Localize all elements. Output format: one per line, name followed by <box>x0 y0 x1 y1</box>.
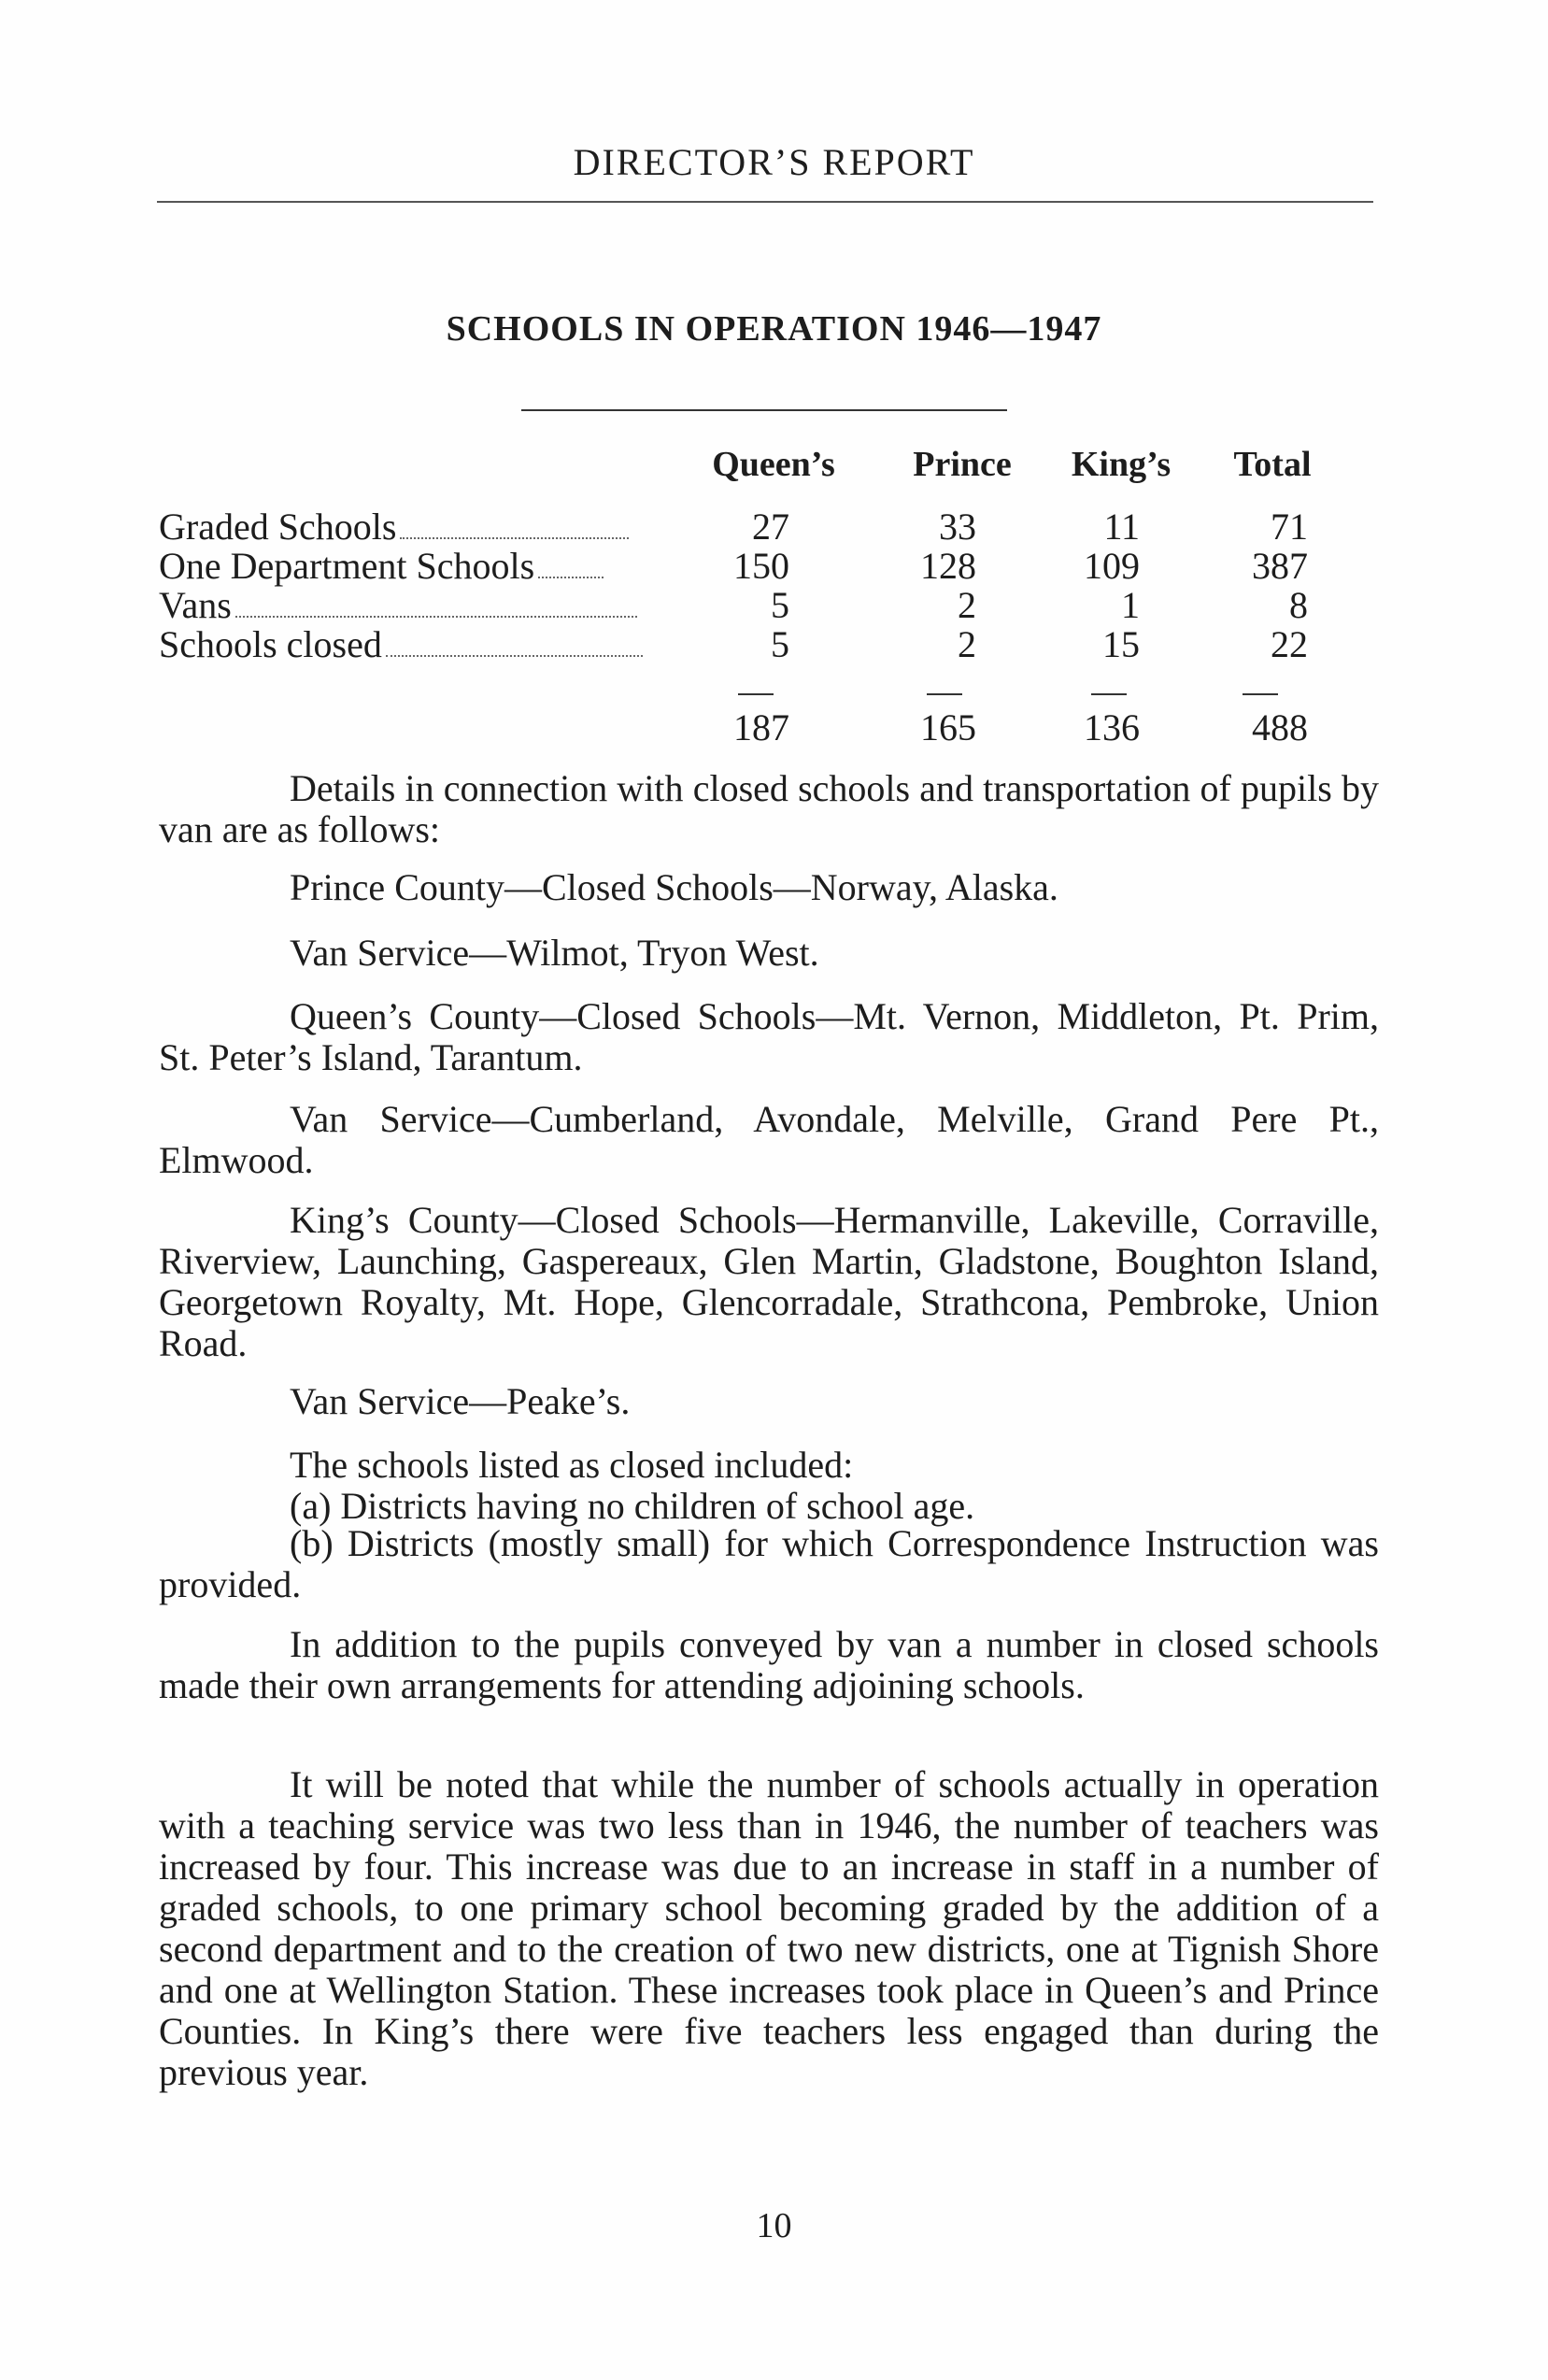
row-label: One Department Schools <box>159 546 535 587</box>
paragraph: The schools listed as closed included: <box>290 1444 854 1486</box>
paragraph: Queen’s County—Closed Schools—Mt. Vernon, Middleton, Pt. Prim, St. Peter’s Island, Tarantum. <box>159 995 1379 1078</box>
paragraph: In addition to the pupils conveyed by van a number in closed schools made their own arrangements for attending adjoining schools. <box>159 1623 1379 1706</box>
column-header-kings: King’s <box>1071 445 1172 484</box>
table-row <box>159 506 1317 548</box>
table-cell: 11 <box>1103 506 1140 548</box>
page-title: SCHOOLS IN OPERATION 1946—1947 <box>446 309 1102 349</box>
leader-dots <box>400 537 629 539</box>
column-header-queens: Queen’s <box>712 445 835 484</box>
total-cell: 187 <box>733 706 789 748</box>
paragraph: Van Service—Peake’s. <box>290 1380 631 1422</box>
column-header-prince: Prince <box>913 445 1012 484</box>
table-row <box>159 546 1317 587</box>
leader-dots <box>538 577 604 578</box>
row-label: Graded Schools <box>159 506 397 548</box>
table-cell: 27 <box>752 506 789 548</box>
table-cell: 150 <box>733 545 789 587</box>
table-cell: 387 <box>1252 545 1308 587</box>
paragraph: It will be noted that while the number of schools actually in operation with a teaching service was two less than in 1946, the number of teachers was increased by four. This increase was due to an increase in staff in a number of graded schools, to one primary school becoming graded by the addition of a second department and to the creation of two new districts, one at Tignish Shore and one at Wellington Station. These increases took place in Queen’s and Prince Counties. In King’s there were five teachers less engaged than during the previous year. <box>159 1763 1379 2093</box>
table-cell: 33 <box>939 506 976 548</box>
paragraph: Details in connection with closed schools and transportation of pupils by van are as follows: <box>159 767 1379 850</box>
table-row <box>159 624 1317 665</box>
row-label: Vans <box>159 585 232 626</box>
table-cell: 22 <box>1271 623 1308 665</box>
page-number: 10 <box>756 2206 792 2245</box>
paragraph: Van Service—Wilmot, Tryon West. <box>290 932 819 974</box>
sum-dash <box>1243 693 1278 695</box>
paragraph: King’s County—Closed Schools—Hermanville, Lakeville, Corraville, Riverview, Launching, Gaspereaux, Glen Martin, Gladstone, Boughton Island, Georgetown Royalty, Mt. Hope, Glencorradale, Strathcona, Pembroke, Union Road. <box>159 1199 1379 1364</box>
leader-dots <box>386 655 643 657</box>
list-item: (b) Districts (mostly small) for which Correspondence Instruction was provided. <box>159 1522 1379 1605</box>
table-cell: 109 <box>1084 545 1140 587</box>
table-row <box>159 585 1317 626</box>
title-rule <box>521 409 1007 411</box>
table-cell: 5 <box>771 623 789 665</box>
total-cell: 165 <box>920 706 976 748</box>
table-cell: 71 <box>1271 506 1308 548</box>
sum-dash <box>738 693 774 695</box>
running-header: DIRECTOR’S REPORT <box>573 141 975 183</box>
table-cell: 15 <box>1102 623 1140 665</box>
table-cell: 5 <box>771 584 789 626</box>
total-cell: 136 <box>1084 706 1140 748</box>
totals-row <box>159 707 1317 748</box>
paragraph: Prince County—Closed Schools—Norway, Alaska. <box>290 866 1058 908</box>
table-cell: 2 <box>958 623 976 665</box>
table-cell: 1 <box>1121 584 1140 626</box>
table-cell: 8 <box>1289 584 1308 626</box>
list-item: (a) Districts having no children of school age. <box>290 1485 975 1527</box>
sum-dash <box>1091 693 1127 695</box>
column-header-total: Total <box>1233 445 1312 484</box>
table-cell: 2 <box>958 584 976 626</box>
paragraph: Van Service—Cumberland, Avondale, Melville, Grand Pere Pt., Elmwood. <box>159 1098 1379 1181</box>
leader-dots <box>235 616 637 618</box>
total-cell: 488 <box>1252 706 1308 748</box>
row-label: Schools closed <box>159 624 382 665</box>
sum-dash <box>927 693 962 695</box>
table-cell: 128 <box>920 545 976 587</box>
header-rule <box>157 201 1373 203</box>
